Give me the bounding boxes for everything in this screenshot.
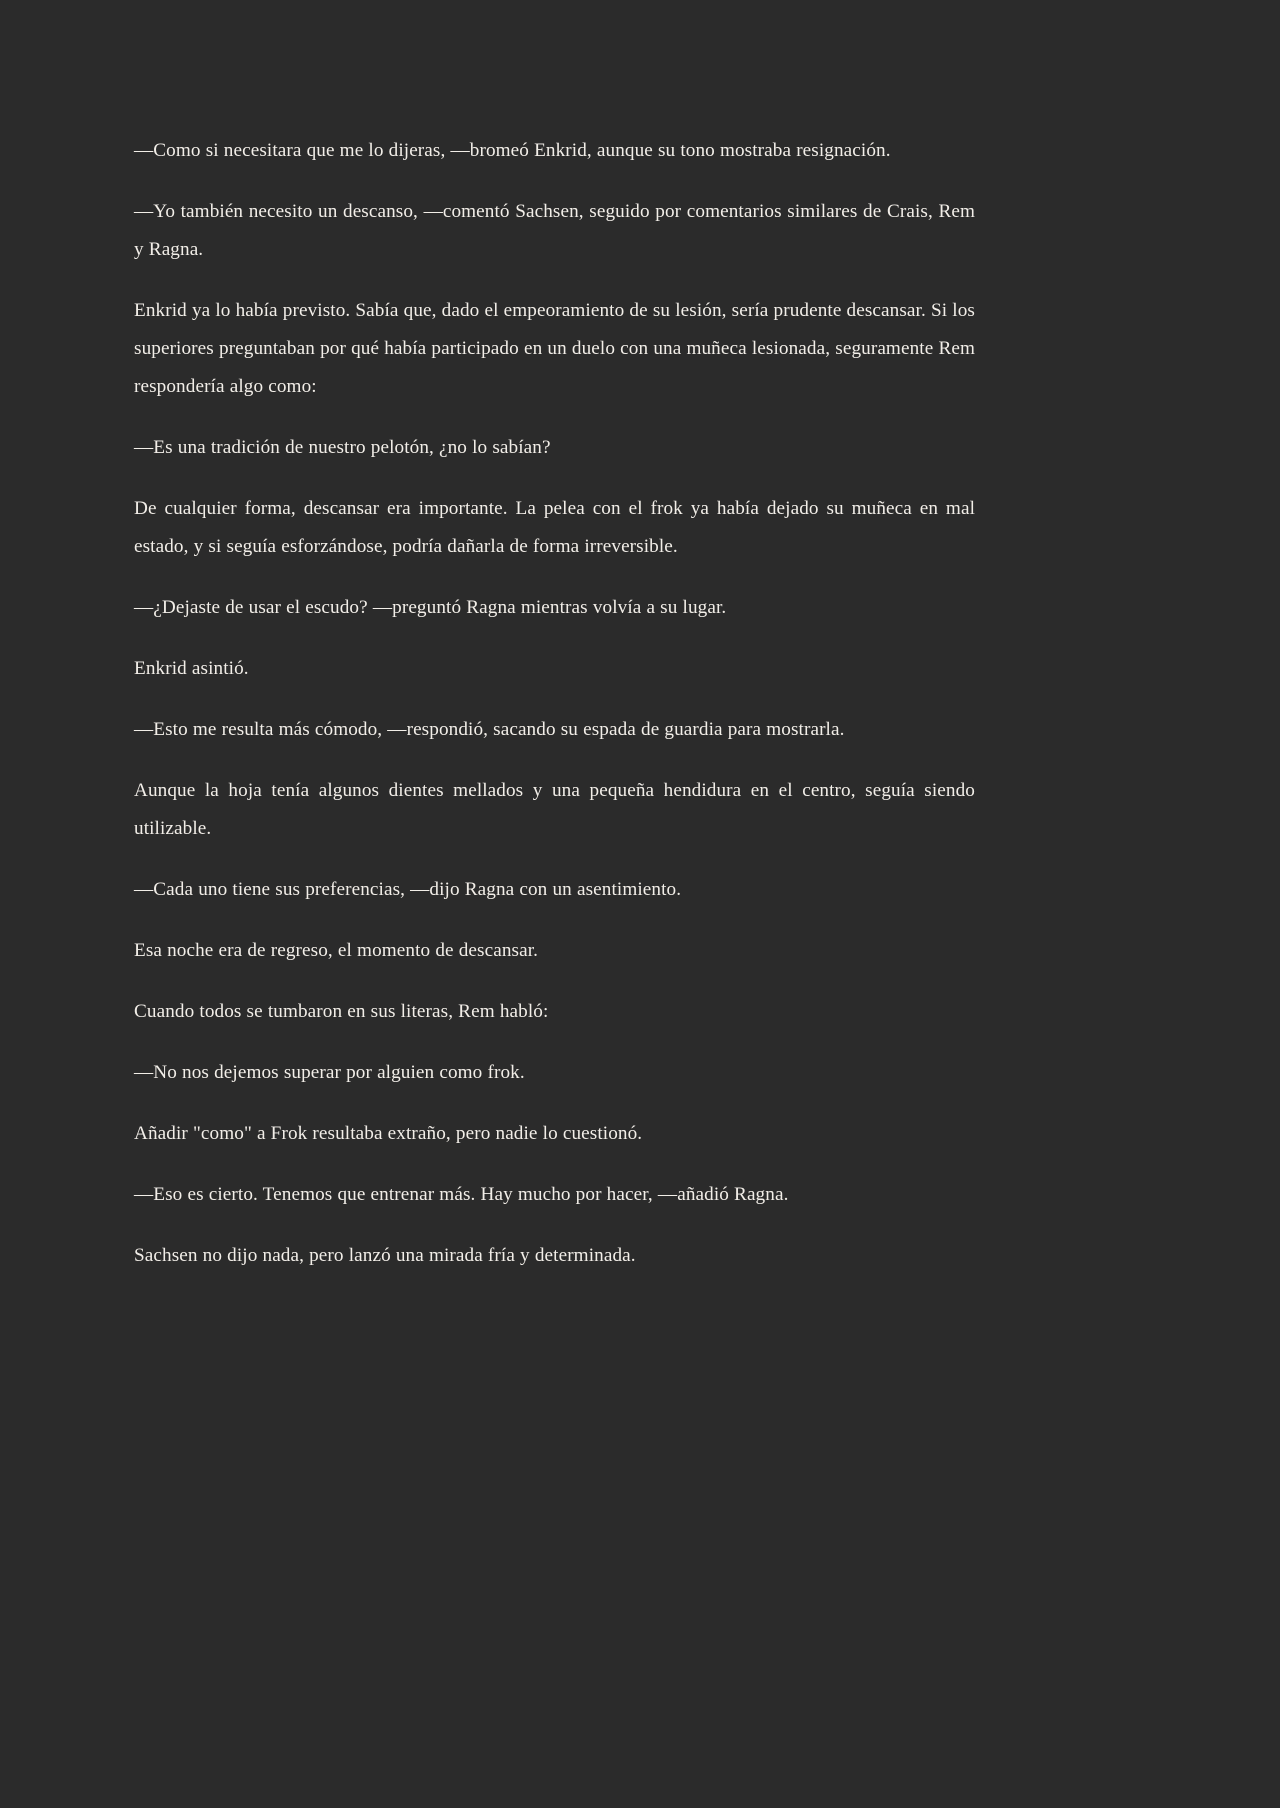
paragraph: —Eso es cierto. Tenemos que entrenar más. Hay mucho por hacer, —añadió Ragna. xyxy=(134,1184,789,1205)
paragraph: —Esto me resulta más cómodo, —respondió, sacando su espada de guardia para mostrarla. xyxy=(134,719,845,740)
paragraph: —Cada uno tiene sus preferencias, —dijo Ragna con un asentimiento. xyxy=(134,879,682,900)
paragraph: Enkrid ya lo había previsto. Sabía que, dado el empeoramiento de su lesión, sería prudente descansar. Si los superiores preguntaban por qué había participado en un duelo con una muñeca lesionada, seguramente Rem respondería algo como: xyxy=(134,300,975,397)
paragraph: —No nos dejemos superar por alguien como frok. xyxy=(134,1062,525,1083)
reader-text-column xyxy=(134,132,975,1275)
paragraph: —Yo también necesito un descanso, —comentó Sachsen, seguido por comentarios similares de Crais, Rem y Ragna. xyxy=(134,201,975,260)
paragraph: Enkrid asintió. xyxy=(134,658,249,679)
paragraph: Añadir "como" a Frok resultaba extraño, pero nadie lo cuestionó. xyxy=(134,1123,643,1144)
paragraph: Sachsen no dijo nada, pero lanzó una mirada fría y determinada. xyxy=(134,1245,636,1266)
paragraph: Cuando todos se tumbaron en sus literas, Rem habló: xyxy=(134,1001,549,1022)
paragraph: —¿Dejaste de usar el escudo? —preguntó Ragna mientras volvía a su lugar. xyxy=(134,597,727,618)
paragraph: —Como si necesitara que me lo dijeras, —bromeó Enkrid, aunque su tono mostraba resignación. xyxy=(134,140,891,161)
paragraph: —Es una tradición de nuestro pelotón, ¿no lo sabían? xyxy=(134,437,551,458)
paragraph: Aunque la hoja tenía algunos dientes mellados y una pequeña hendidura en el centro, seguía siendo utilizable. xyxy=(134,780,975,839)
paragraph: Esa noche era de regreso, el momento de descansar. xyxy=(134,940,539,961)
paragraph: De cualquier forma, descansar era importante. La pelea con el frok ya había dejado su muñeca en mal estado, y si seguía esforzándose, podría dañarla de forma irreversible. xyxy=(134,498,975,557)
